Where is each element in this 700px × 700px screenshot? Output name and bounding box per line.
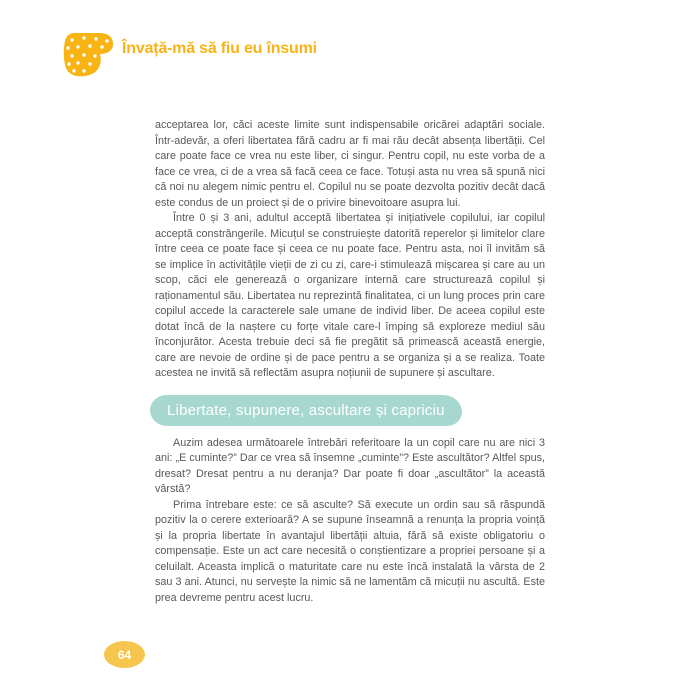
- paragraph: acceptarea lor, căci aceste limite sunt indispensabile oricărei adaptări sociale. Într-adevăr, a oferi libertatea fără cadru ar fi mai rău decât absența libertății. Cel care poate face ce vrea nu este liber, ci singur. Pentru copil, nu este vorba de a face ce vrea, ci de a vrea să facă ceea ce face. Totuși asta nu vrea să spună nici că noi nu alegem nimic pentru el. Copilul nu se poate dezvolta pozitiv decât dacă este condus de un proiect și de o privire binevoitoare asupra lui.: [155, 119, 545, 209]
- section-heading-pill: Libertate, supunere, ascultare și capriciu: [150, 395, 462, 426]
- body-text-block: [155, 118, 545, 606]
- paragraph: Prima întrebare este: ce să asculte? Să execute un ordin sau să răspundă pozitiv la o cerere exterioară? A se supune înseamnă a renunța la propria voință și la propria libertate în avantajul libertății altuia, fără să existe obligatoriu o compensație. Este un act care necesită o conștientizare a propriei persoane și a celuilalt. Aceasta implică o maturitate care nu este încă instalată la vârsta de 2 sau 3 ani. Atunci, nu servește la nimic să ne lamentăm că micuții nu ascultă. Este prea devreme pentru acest lucru.: [155, 498, 545, 604]
- paragraph: Auzim adesea următoarele întrebări referitoare la un copil care nu are nici 3 ani: „E cuminte?” Dar ce vrea să însemne „cuminte”? Este ascultător? Altfel spus, dresat? Dresat pentru a nu deranja? Dar poate fi doar „ascultător” la această vârstă?: [155, 436, 545, 495]
- page-number-badge: [104, 641, 145, 668]
- chapter-title: Învață-mă să fiu eu însumi: [122, 40, 317, 57]
- publisher-logo-icon: [63, 32, 115, 78]
- page-number-label: 64: [117, 647, 132, 662]
- paragraph: Între 0 și 3 ani, adultul acceptă libertatea și inițiativele copilului, iar copilul acceptă constrângerile. Micuțul se construiește datorită reperelor și limitelor clare între ceea ce poate face și ceea ce nu poate face. Pentru asta, noi îl invităm să se implice în activitățile vieții de zi cu zi, care-i stimulează mișcarea și care au un scop, căci ele generează o organizare internă care structurează copilul și raționamentul său. Libertatea nu reprezintă finalitatea, ci un lung proces prin care copilul accede la caracterele sale umane de individ liber. De aceea copilul este dotat încă de la naștere cu forțe vitale care-l împing să exploreze mediul său înconjurător. Acesta trebuie deci să fie pregătit să primească această energie, care are nevoie de ordine și de pace pentru a se organiza și a se realiza. Toate acestea ne invită să reflectăm asupra noțiunii de supunere și ascultare.: [155, 212, 545, 379]
